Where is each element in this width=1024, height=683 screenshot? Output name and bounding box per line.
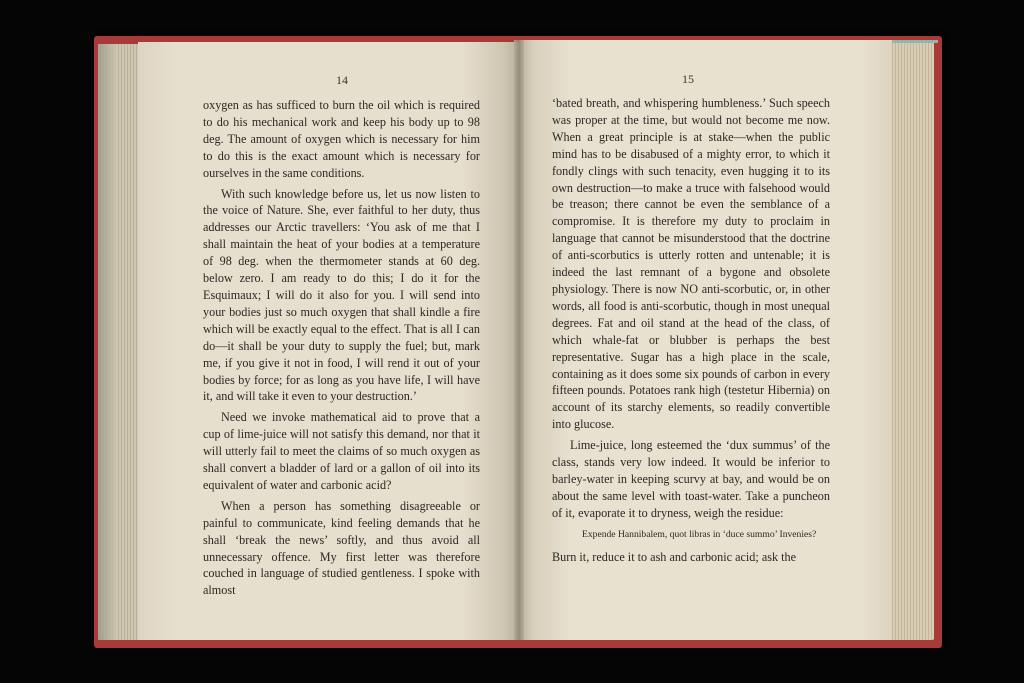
paragraph: When a person has something disagreeable or painful to communicate, kind feeling demands that he shall ‘break the news’ softly, and thus avoid all unnecessary offence. My first letter was therefore couched in language of studied gentleness. I spoke with almost: [203, 498, 480, 598]
paragraph: oxygen as has sufficed to burn the oil which is required to do his mechanical work and keep his body up to 98 deg. The amount of oxygen which is necessary for him to do this is the exact amount which is necessary for ourselves in the same conditions.: [203, 98, 480, 180]
paragraph: Burn it, reduce it to ash and carbonic acid; ask the: [552, 549, 797, 564]
right-page-edges: [890, 40, 934, 640]
book-gutter: [514, 40, 524, 640]
paragraph: ‘bated breath, and whispering humbleness.’ Such speech was proper at the time, but would not become me now. When a great principle is at stake—when the public mind has to be disabused of a mighty error, to which it fondly clings with such tenacity, even hugging it to its own destruction—to make a truce with falsehood would be treason; there cannot be even the semblance of a compromise. It is therefore my duty to proclaim in language that cannot be misunderstood that the doctrine of anti-scorbutics is utterly rotten and untenable; it is indeed the last remnant of a bygone and obsolete physiology. There is now NO anti-scorbutic, or, in other words, all food is anti-scorbutic, though in most unequal degrees. Fat and oil stand at the head of the class, of which whale-fat or blubber is perhaps the best representative. Sugar has a high place in the scale, containing as it does some six pounds of carbon in every fifteen pounds. Potatoes rank high (testetur Hibernia) on account of its starchy elements, so readily convertible into glucose.: [552, 96, 830, 432]
left-page-text: [203, 97, 480, 599]
paragraph: Lime-juice, long esteemed the ‘dux summus’ of the class, stands very low indeed. It would be inferior to barley-water in keeping scurvy at bay, and would be on about the same level with toast-water. Take a puncheon of it, evaporate it to dryness, weigh the residue:: [552, 438, 830, 520]
right-page-edge-trim: [888, 40, 938, 43]
right-page-text: [552, 95, 830, 566]
paragraph: Need we invoke mathematical aid to prove that a cup of lime-juice will not satisfy this demand, nor that it will utterly fail to meet the claims of so much oxygen as shall convert a bladder of lard or a gallon of oil into its equivalent of water and carbonic acid?: [203, 410, 480, 492]
paragraph: With such knowledge before us, let us now listen to the voice of Nature. She, ever faithful to her duty, thus addresses our Arctic travellers: ‘You ask of me that I shall maintain the heat of your bodies at a temperature of 98 deg. when the thermometer stands at 60 deg. below zero. I am ready to do this; I do it for the Esquimaux; I will do it also for you. I will send into your bodies just so much oxygen that shall kindle a fire which will be exactly equal to the effect. That is all I can do—it shall be your duty to supply the fuel; but, mark me, if you give it not in food, I will rend it out of your bodies by force; for as long as you have life, I will have it, and will take it even to your destruction.’: [203, 186, 480, 404]
right-page-number: 15: [682, 72, 694, 86]
latin-quote: Expende Hannibalem, quot libras in ‘duce summo’ Invenies?: [582, 528, 817, 540]
left-page-edge-shade: [98, 44, 116, 640]
left-page-number: 14: [336, 73, 348, 87]
